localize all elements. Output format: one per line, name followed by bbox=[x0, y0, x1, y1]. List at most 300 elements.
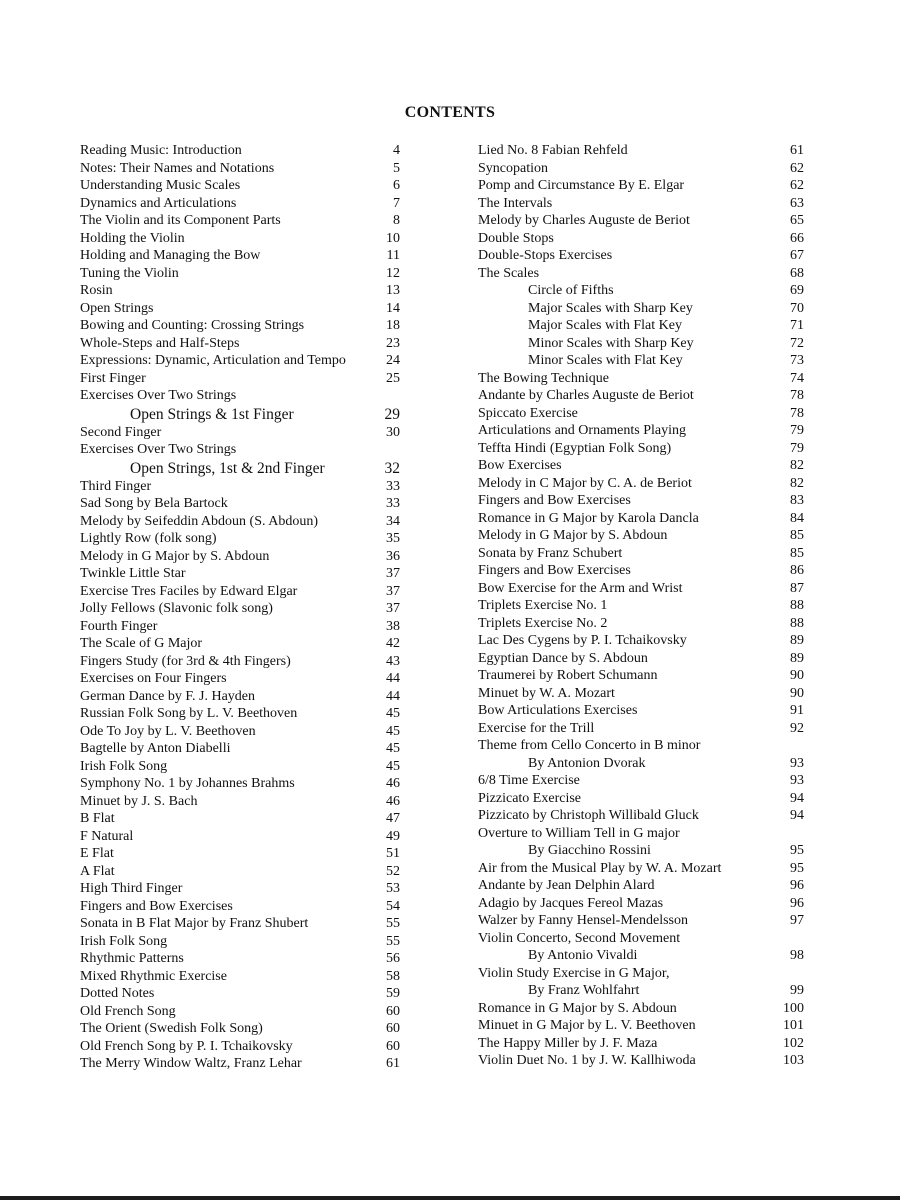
toc-entry-page: 95 bbox=[790, 843, 804, 858]
toc-entry-page: 101 bbox=[783, 1018, 804, 1033]
toc-entry bbox=[478, 300, 804, 318]
toc-entry bbox=[478, 580, 804, 598]
toc-entry-page: 33 bbox=[386, 496, 400, 511]
toc-entry bbox=[80, 898, 400, 916]
toc-entry-title: Sonata in B Flat Major by Franz Shubert bbox=[80, 916, 309, 931]
toc-entry-title: Russian Folk Song by L. V. Beethoven bbox=[80, 706, 298, 721]
toc-entry bbox=[80, 160, 400, 178]
toc-entry bbox=[478, 457, 804, 475]
toc-entry bbox=[80, 495, 400, 513]
toc-entry-title: Bow Exercises bbox=[478, 458, 562, 473]
toc-entry bbox=[80, 424, 400, 442]
toc-entry bbox=[478, 930, 804, 948]
toc-entry-page: 52 bbox=[386, 863, 400, 879]
toc-entry bbox=[478, 912, 804, 930]
toc-entry-title: Rosin bbox=[80, 283, 113, 298]
toc-entry-title: Whole-Steps and Half-Steps bbox=[80, 335, 240, 351]
toc-entry bbox=[478, 772, 804, 790]
toc-entry-title: Holding the Violin bbox=[80, 230, 185, 246]
toc-entry-page: 84 bbox=[790, 510, 804, 526]
toc-entry-title: By Giacchino Rossini bbox=[528, 843, 651, 858]
toc-entry-page: 93 bbox=[790, 755, 804, 771]
toc-entry-page: 100 bbox=[783, 1000, 804, 1016]
toc-entry-page: 33 bbox=[386, 478, 400, 494]
toc-entry bbox=[478, 842, 804, 860]
toc-entry bbox=[478, 790, 804, 808]
toc-entry-title: Spiccato Exercise bbox=[478, 405, 578, 421]
toc-entry bbox=[478, 160, 804, 178]
toc-entry-page: 13 bbox=[386, 283, 400, 298]
toc-entry-title: Pizzicato Exercise bbox=[478, 790, 582, 806]
toc-entry-page: 78 bbox=[790, 388, 804, 403]
toc-entry bbox=[478, 597, 804, 615]
toc-entry-title: The Orient (Swedish Folk Song) bbox=[80, 1021, 263, 1036]
toc-entry-title: Lightly Row (folk song) bbox=[80, 531, 217, 546]
toc-entry-page: 46 bbox=[386, 793, 400, 809]
toc-entry-title: Ode To Joy by L. V. Beethoven bbox=[80, 723, 256, 739]
toc-entry-page: 69 bbox=[790, 283, 804, 298]
toc-entry-page: 60 bbox=[386, 1021, 400, 1036]
toc-entry bbox=[478, 370, 804, 388]
toc-entry bbox=[478, 685, 804, 703]
toc-entry-page: 6 bbox=[393, 178, 400, 193]
toc-entry bbox=[80, 950, 400, 968]
toc-entry-title: Andante by Charles Auguste de Beriot bbox=[478, 388, 694, 403]
toc-entry bbox=[478, 1000, 804, 1018]
toc-entry-page: 82 bbox=[790, 475, 804, 491]
toc-entry-page: 38 bbox=[386, 618, 400, 634]
toc-entry-page: 95 bbox=[790, 860, 804, 876]
toc-entry-title: Major Scales with Sharp Key bbox=[528, 300, 693, 316]
toc-entry bbox=[478, 212, 804, 230]
toc-entry-title: Bow Articulations Exercises bbox=[478, 703, 638, 718]
contents-left-column bbox=[80, 142, 400, 1073]
toc-entry bbox=[478, 562, 804, 580]
toc-entry bbox=[80, 810, 400, 828]
toc-entry-page: 78 bbox=[790, 405, 804, 421]
toc-entry-page: 102 bbox=[783, 1035, 804, 1051]
toc-entry-title: Syncopation bbox=[478, 160, 548, 176]
toc-entry-title: Exercises Over Two Strings bbox=[80, 442, 237, 457]
toc-entry-title: Minor Scales with Sharp Key bbox=[528, 335, 694, 351]
toc-entry bbox=[478, 282, 804, 300]
toc-entry bbox=[80, 600, 400, 618]
toc-entry-page: 34 bbox=[386, 513, 400, 529]
toc-entry-title: Reading Music: Introduction bbox=[80, 143, 242, 158]
toc-entry-title: Melody in G Major by S. Abdoun bbox=[80, 548, 270, 564]
toc-entry-page: 55 bbox=[386, 933, 400, 949]
toc-entry-title: Romance in G Major by Karola Dancla bbox=[478, 510, 699, 526]
toc-entry bbox=[80, 705, 400, 723]
toc-entry-title: 6/8 Time Exercise bbox=[478, 773, 580, 788]
toc-entry-page: 46 bbox=[386, 776, 400, 791]
toc-entry bbox=[478, 545, 804, 563]
toc-entry-title: B Flat bbox=[80, 811, 115, 826]
toc-entry-page: 88 bbox=[790, 615, 804, 631]
toc-entry bbox=[478, 720, 804, 738]
toc-entry-page: 88 bbox=[790, 598, 804, 613]
toc-entry-page: 89 bbox=[790, 633, 804, 648]
toc-entry-title: Double Stops bbox=[478, 230, 554, 246]
toc-entry-page: 18 bbox=[386, 318, 400, 333]
toc-entry-page: 72 bbox=[790, 335, 804, 351]
toc-entry-title: Symphony No. 1 by Johannes Brahms bbox=[80, 776, 295, 791]
toc-entry-page: 65 bbox=[790, 213, 804, 228]
toc-entry-title: Dotted Notes bbox=[80, 986, 155, 1001]
toc-entry-title: Notes: Their Names and Notations bbox=[80, 160, 275, 176]
toc-entry-title: Exercise for the Trill bbox=[478, 720, 595, 736]
toc-entry-page: 51 bbox=[386, 846, 400, 861]
toc-entry-page: 68 bbox=[790, 265, 804, 281]
toc-entry-title: Violin Concerto, Second Movement bbox=[478, 930, 681, 946]
toc-entry bbox=[478, 1035, 804, 1053]
toc-entry-page: 14 bbox=[386, 300, 400, 316]
toc-entry-page: 60 bbox=[386, 1038, 400, 1054]
toc-entry-page: 89 bbox=[790, 650, 804, 666]
toc-entry-title: Third Finger bbox=[80, 478, 152, 494]
toc-entry-page: 87 bbox=[790, 580, 804, 596]
toc-entry-page: 70 bbox=[790, 300, 804, 316]
toc-entry-title: Irish Folk Song bbox=[80, 758, 168, 774]
toc-entry-title: Exercise Tres Faciles by Edward Elgar bbox=[80, 583, 298, 599]
toc-entry-page: 24 bbox=[386, 353, 400, 368]
toc-entry-title: Bow Exercise for the Arm and Wrist bbox=[478, 580, 683, 596]
toc-entry bbox=[80, 653, 400, 671]
toc-entry bbox=[80, 1038, 400, 1056]
toc-entry-page: 44 bbox=[386, 671, 400, 686]
toc-entry-page: 99 bbox=[790, 983, 804, 998]
toc-entry-page: 93 bbox=[790, 773, 804, 788]
toc-entry-title: Circle of Fifths bbox=[528, 283, 614, 298]
toc-entry-page: 94 bbox=[790, 808, 804, 823]
toc-entry bbox=[80, 405, 400, 424]
toc-entry bbox=[80, 635, 400, 653]
toc-entry bbox=[80, 370, 400, 388]
toc-entry bbox=[80, 933, 400, 951]
toc-entry bbox=[80, 265, 400, 283]
toc-entry bbox=[478, 352, 804, 370]
toc-entry bbox=[478, 860, 804, 878]
toc-entry-title: Understanding Music Scales bbox=[80, 178, 241, 193]
toc-entry-title: Traumerei by Robert Schumann bbox=[478, 668, 658, 683]
toc-entry-page: 97 bbox=[790, 913, 804, 928]
toc-entry-page: 45 bbox=[386, 758, 400, 774]
toc-entry-page: 45 bbox=[386, 706, 400, 721]
toc-entry bbox=[478, 335, 804, 353]
toc-entry bbox=[80, 985, 400, 1003]
toc-entry-page: 29 bbox=[384, 405, 400, 423]
toc-entry-title: Fingers and Bow Exercises bbox=[80, 898, 233, 914]
toc-entry-page: 55 bbox=[386, 916, 400, 931]
toc-entry-page: 66 bbox=[790, 230, 804, 246]
toc-entry bbox=[478, 615, 804, 633]
toc-entry bbox=[478, 405, 804, 423]
toc-entry-page: 49 bbox=[386, 828, 400, 844]
toc-entry bbox=[478, 527, 804, 545]
toc-entry-page: 86 bbox=[790, 563, 804, 578]
toc-entry bbox=[80, 1020, 400, 1038]
toc-entry bbox=[478, 142, 804, 160]
toc-entry bbox=[80, 1003, 400, 1021]
toc-entry-page: 62 bbox=[790, 178, 804, 193]
toc-entry-title: Exercises Over Two Strings bbox=[80, 388, 237, 403]
toc-entry-page: 98 bbox=[790, 948, 804, 963]
toc-entry bbox=[478, 755, 804, 773]
toc-entry-page: 61 bbox=[790, 143, 804, 158]
toc-entry-title: Articulations and Ornaments Playing bbox=[478, 423, 687, 438]
toc-entry bbox=[80, 670, 400, 688]
toc-entry-title: Irish Folk Song bbox=[80, 933, 168, 949]
toc-entry-page: 85 bbox=[790, 528, 804, 543]
toc-entry-title: Violin Duet No. 1 by J. W. Kallhiwoda bbox=[478, 1053, 696, 1068]
toc-entry-title: The Scales bbox=[478, 265, 540, 281]
toc-entry-page: 90 bbox=[790, 685, 804, 701]
toc-entry-page: 62 bbox=[790, 160, 804, 176]
toc-entry-title: Old French Song bbox=[80, 1003, 176, 1019]
toc-entry bbox=[478, 475, 804, 493]
toc-entry-page: 53 bbox=[386, 881, 400, 896]
toc-entry-page: 32 bbox=[384, 459, 400, 477]
toc-entry-page: 45 bbox=[386, 723, 400, 739]
toc-entry-title: Pomp and Circumstance By E. Elgar bbox=[478, 178, 685, 193]
toc-entry-page: 82 bbox=[790, 458, 804, 473]
toc-entry-title: Second Finger bbox=[80, 424, 162, 440]
toc-entry-title: Pizzicato by Christoph Willibald Gluck bbox=[478, 808, 699, 823]
toc-entry bbox=[80, 300, 400, 318]
toc-entry-title: By Antonio Vivaldi bbox=[528, 948, 638, 963]
toc-entry-page: 79 bbox=[790, 423, 804, 438]
toc-entry-title: Sad Song by Bela Bartock bbox=[80, 496, 228, 511]
toc-entry bbox=[478, 177, 804, 195]
toc-entry bbox=[80, 317, 400, 335]
toc-entry-title: Exercises on Four Fingers bbox=[80, 671, 227, 686]
toc-entry-page: 90 bbox=[790, 668, 804, 683]
toc-entry-title: Lac Des Cygens by P. I. Tchaikovsky bbox=[478, 633, 687, 648]
toc-entry bbox=[478, 1017, 804, 1035]
toc-entry-page: 56 bbox=[386, 951, 400, 966]
toc-entry-title: Triplets Exercise No. 1 bbox=[478, 598, 608, 613]
toc-entry-page: 74 bbox=[790, 370, 804, 386]
toc-entry bbox=[80, 565, 400, 583]
toc-entry bbox=[478, 667, 804, 685]
toc-entry bbox=[478, 195, 804, 213]
toc-entry-page: 11 bbox=[386, 248, 400, 263]
toc-entry-title: The Violin and its Component Parts bbox=[80, 213, 281, 228]
toc-entry-page: 5 bbox=[393, 160, 400, 176]
toc-entry bbox=[478, 807, 804, 825]
toc-entry bbox=[80, 441, 400, 459]
toc-entry-page: 91 bbox=[790, 703, 804, 718]
toc-entry-title: Twinkle Little Star bbox=[80, 566, 186, 581]
toc-entry-title: Mixed Rhythmic Exercise bbox=[80, 968, 227, 984]
toc-entry-title: Rhythmic Patterns bbox=[80, 951, 184, 966]
toc-entry bbox=[478, 230, 804, 248]
toc-entry-title: Minuet by W. A. Mozart bbox=[478, 685, 615, 701]
toc-entry-title: Walzer by Fanny Hensel-Mendelsson bbox=[478, 913, 688, 928]
toc-entry-title: First Finger bbox=[80, 370, 146, 386]
toc-entry-page: 25 bbox=[386, 370, 400, 386]
toc-entry-page: 54 bbox=[386, 898, 400, 914]
toc-entry-title: Romance in G Major by S. Abdoun bbox=[478, 1000, 677, 1016]
toc-entry-page: 23 bbox=[386, 335, 400, 351]
toc-entry-page: 12 bbox=[386, 265, 400, 281]
toc-entry-title: Open Strings, 1st & 2nd Finger bbox=[130, 459, 325, 477]
toc-entry-title: The Happy Miller by J. F. Maza bbox=[478, 1035, 658, 1051]
toc-entry bbox=[478, 492, 804, 510]
toc-entry-page: 42 bbox=[386, 636, 400, 651]
toc-entry-title: Holding and Managing the Bow bbox=[80, 248, 261, 263]
toc-entry bbox=[478, 965, 804, 983]
toc-entry-title: Andante by Jean Delphin Alard bbox=[478, 878, 655, 893]
toc-entry bbox=[478, 650, 804, 668]
toc-entry bbox=[80, 335, 400, 353]
toc-entry-page: 79 bbox=[790, 440, 804, 456]
toc-entry-title: Bagtelle by Anton Diabelli bbox=[80, 741, 231, 756]
toc-entry bbox=[80, 723, 400, 741]
page-title: CONTENTS bbox=[404, 104, 496, 121]
toc-entry-title: Overture to William Tell in G major bbox=[478, 825, 680, 841]
toc-entry-title: Melody in G Major by S. Abdoun bbox=[478, 528, 668, 543]
toc-entry bbox=[478, 440, 804, 458]
toc-entry-title: Expressions: Dynamic, Articulation and Tempo bbox=[80, 353, 346, 368]
toc-entry bbox=[80, 828, 400, 846]
toc-entry-title: Sonata by Franz Schubert bbox=[478, 545, 623, 561]
toc-entry bbox=[80, 282, 400, 300]
toc-entry-page: 71 bbox=[790, 318, 804, 333]
toc-entry-title: Minuet in G Major by L. V. Beethoven bbox=[478, 1018, 696, 1033]
toc-entry bbox=[478, 632, 804, 650]
toc-entry bbox=[478, 947, 804, 965]
toc-entry bbox=[80, 548, 400, 566]
toc-entry bbox=[478, 702, 804, 720]
toc-entry-page: 60 bbox=[386, 1003, 400, 1019]
toc-entry bbox=[80, 915, 400, 933]
toc-entry-page: 36 bbox=[386, 548, 400, 564]
toc-entry-title: Tuning the Violin bbox=[80, 265, 179, 281]
toc-entry bbox=[80, 387, 400, 405]
toc-entry-title: Violin Study Exercise in G Major, bbox=[478, 965, 670, 981]
toc-entry-title: Old French Song by P. I. Tchaikovsky bbox=[80, 1038, 293, 1054]
toc-entry-title: Open Strings & 1st Finger bbox=[130, 405, 294, 423]
bottom-border bbox=[0, 1196, 900, 1200]
toc-entry bbox=[80, 740, 400, 758]
toc-entry bbox=[80, 212, 400, 230]
toc-entry-page: 37 bbox=[386, 583, 400, 599]
toc-entry-title: German Dance by F. J. Hayden bbox=[80, 688, 255, 704]
contents-right-column bbox=[478, 142, 804, 1070]
toc-entry bbox=[80, 177, 400, 195]
toc-entry bbox=[478, 825, 804, 843]
toc-entry-page: 94 bbox=[790, 790, 804, 806]
toc-entry bbox=[80, 863, 400, 881]
toc-entry-title: Adagio by Jacques Fereol Mazas bbox=[478, 895, 664, 911]
toc-entry-page: 47 bbox=[386, 811, 400, 826]
toc-entry-title: Lied No. 8 Fabian Rehfeld bbox=[478, 143, 628, 158]
toc-entry-page: 67 bbox=[790, 248, 804, 263]
toc-entry bbox=[478, 895, 804, 913]
toc-entry-page: 103 bbox=[783, 1053, 804, 1068]
toc-entry-page: 35 bbox=[386, 531, 400, 546]
toc-entry bbox=[80, 230, 400, 248]
toc-entry-title: Double-Stops Exercises bbox=[478, 248, 613, 263]
toc-entry-page: 8 bbox=[393, 213, 400, 228]
toc-entry-title: Major Scales with Flat Key bbox=[528, 318, 682, 333]
toc-entry-title: Minor Scales with Flat Key bbox=[528, 353, 683, 368]
toc-entry-title: E Flat bbox=[80, 846, 114, 861]
toc-entry bbox=[478, 422, 804, 440]
toc-entry-page: 10 bbox=[386, 230, 400, 246]
toc-entry-page: 96 bbox=[790, 878, 804, 893]
toc-entry-page: 83 bbox=[790, 493, 804, 508]
toc-entry bbox=[80, 478, 400, 496]
toc-entry-title: Fingers Study (for 3rd & 4th Fingers) bbox=[80, 653, 291, 669]
toc-entry bbox=[80, 618, 400, 636]
toc-entry bbox=[80, 793, 400, 811]
toc-entry-page: 43 bbox=[386, 653, 400, 669]
toc-entry-title: Fourth Finger bbox=[80, 618, 158, 634]
toc-entry bbox=[80, 583, 400, 601]
toc-entry-title: Open Strings bbox=[80, 300, 154, 316]
toc-entry bbox=[80, 513, 400, 531]
toc-entry bbox=[80, 758, 400, 776]
toc-entry-title: Air from the Musical Play by W. A. Mozart bbox=[478, 860, 722, 876]
toc-entry-title: The Intervals bbox=[478, 195, 553, 211]
toc-entry-title: By Franz Wohlfahrt bbox=[528, 983, 640, 998]
toc-entry-title: Fingers and Bow Exercises bbox=[478, 563, 631, 578]
toc-entry bbox=[80, 880, 400, 898]
toc-entry-title: The Bowing Technique bbox=[478, 370, 609, 386]
toc-entry bbox=[478, 510, 804, 528]
toc-entry-title: Teffta Hindi (Egyptian Folk Song) bbox=[478, 440, 672, 456]
toc-entry-page: 92 bbox=[790, 720, 804, 736]
toc-entry-title: Melody by Seifeddin Abdoun (S. Abdoun) bbox=[80, 513, 318, 529]
toc-entry bbox=[80, 688, 400, 706]
toc-entry bbox=[478, 982, 804, 1000]
toc-entry-title: High Third Finger bbox=[80, 881, 183, 896]
toc-entry-page: 30 bbox=[386, 424, 400, 440]
toc-entry-title: Bowing and Counting: Crossing Strings bbox=[80, 318, 305, 333]
toc-entry bbox=[80, 845, 400, 863]
toc-entry-title: Melody by Charles Auguste de Beriot bbox=[478, 213, 690, 228]
toc-entry-title: Theme from Cello Concerto in B minor bbox=[478, 738, 701, 753]
toc-entry-title: Jolly Fellows (Slavonic folk song) bbox=[80, 601, 273, 616]
toc-entry-page: 44 bbox=[386, 688, 400, 704]
toc-entry bbox=[80, 352, 400, 370]
toc-entry bbox=[80, 968, 400, 986]
toc-entry bbox=[80, 247, 400, 265]
toc-entry-page: 96 bbox=[790, 895, 804, 911]
toc-entry-page: 58 bbox=[386, 968, 400, 984]
toc-entry-page: 37 bbox=[386, 566, 400, 581]
toc-entry-title: Minuet by J. S. Bach bbox=[80, 793, 198, 809]
toc-entry-page: 63 bbox=[790, 195, 804, 211]
toc-entry-title: Dynamics and Articulations bbox=[80, 195, 237, 211]
toc-entry-title: By Antonion Dvorak bbox=[528, 755, 646, 771]
toc-entry bbox=[478, 265, 804, 283]
toc-entry-title: Triplets Exercise No. 2 bbox=[478, 615, 608, 631]
toc-entry bbox=[478, 737, 804, 755]
toc-entry-page: 37 bbox=[386, 601, 400, 616]
toc-entry-title: Fingers and Bow Exercises bbox=[478, 493, 631, 508]
toc-entry bbox=[80, 195, 400, 213]
toc-entry bbox=[80, 530, 400, 548]
toc-entry-title: The Merry Window Waltz, Franz Lehar bbox=[80, 1056, 302, 1071]
toc-entry-page: 7 bbox=[393, 195, 400, 211]
toc-entry-title: Egyptian Dance by S. Abdoun bbox=[478, 650, 648, 666]
toc-entry-page: 73 bbox=[790, 353, 804, 368]
toc-entry bbox=[478, 247, 804, 265]
toc-entry bbox=[478, 317, 804, 335]
